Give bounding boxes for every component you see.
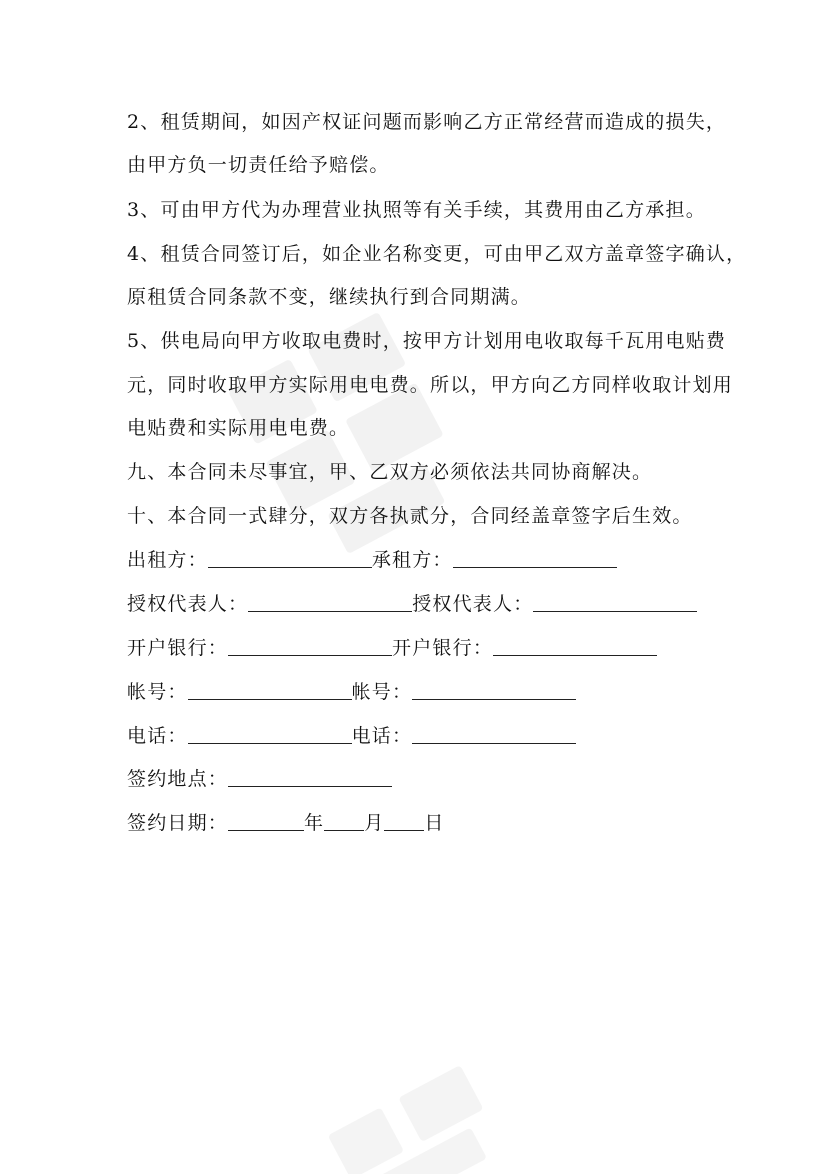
account-a-blank[interactable]	[188, 681, 352, 700]
representative-row	[127, 592, 697, 616]
sign-place-row	[127, 767, 392, 791]
phone-b-label: 电话：	[351, 725, 413, 747]
sign-place-label: 签约地点：	[127, 768, 229, 790]
clause-4-line-1: 4、租赁合同签订后，如企业名称变更，可由甲乙双方盖章签字确认，	[127, 243, 747, 265]
rep-b-label: 授权代表人：	[412, 593, 534, 615]
clause-5-line-3: 电贴费和实际用电电费。	[127, 417, 350, 439]
phone-a-label: 电话：	[127, 725, 188, 747]
clause-5-line-1: 5、供电局向甲方收取电费时，按甲方计划用电收取每千瓦用电贴费	[127, 330, 727, 352]
clause-9: 九、本合同未尽事宜，甲、乙双方必须依法共同协商解决。	[127, 461, 653, 483]
sign-date-label: 签约日期：	[127, 812, 229, 834]
lessor-label: 出租方：	[127, 549, 208, 571]
bank-row	[127, 636, 657, 660]
bank-a-label: 开户银行：	[127, 637, 229, 659]
rep-a-blank[interactable]	[248, 593, 412, 612]
day-blank[interactable]	[384, 812, 424, 831]
rep-a-label: 授权代表人：	[127, 593, 249, 615]
clause-4-line-2: 原租赁合同条款不变，继续执行到合同期满。	[127, 286, 532, 308]
account-b-label: 帐号：	[351, 681, 413, 703]
clause-2-line-1: 2、租赁期间，如因产权证问题而影响乙方正常经营而造成的损失，	[127, 111, 727, 133]
day-label: 日	[424, 812, 445, 834]
clause-3: 3、可由甲方代为办理营业执照等有关手续，其费用由乙方承担。	[127, 199, 706, 221]
lessee-blank[interactable]	[453, 549, 617, 568]
watermark-icon	[314, 1052, 516, 1174]
bank-a-blank[interactable]	[228, 637, 392, 656]
rep-b-blank[interactable]	[533, 593, 697, 612]
phone-row	[127, 724, 576, 748]
account-row	[127, 680, 576, 704]
clause-10: 十、本合同一式肆分，双方各执贰分，合同经盖章签字后生效。	[127, 505, 693, 527]
bank-b-label: 开户银行：	[392, 637, 494, 659]
account-a-label: 帐号：	[127, 681, 188, 703]
month-label: 月	[364, 812, 385, 834]
phone-a-blank[interactable]	[188, 725, 352, 744]
clause-5-line-2: 元，同时收取甲方实际用电电费。所以，甲方向乙方同样收取计划用	[127, 374, 734, 396]
lessor-blank[interactable]	[208, 549, 372, 568]
party-name-row	[127, 548, 617, 572]
lessee-label: 承租方：	[371, 549, 453, 571]
clause-2-line-2: 由甲方负一切责任给予赔偿。	[127, 154, 390, 176]
sign-place-blank[interactable]	[228, 768, 392, 787]
year-label: 年	[304, 812, 325, 834]
account-b-blank[interactable]	[412, 681, 576, 700]
bank-b-blank[interactable]	[493, 637, 657, 656]
phone-b-blank[interactable]	[412, 725, 576, 744]
sign-date-row	[127, 811, 445, 835]
year-blank[interactable]	[228, 812, 304, 831]
month-blank[interactable]	[324, 812, 364, 831]
